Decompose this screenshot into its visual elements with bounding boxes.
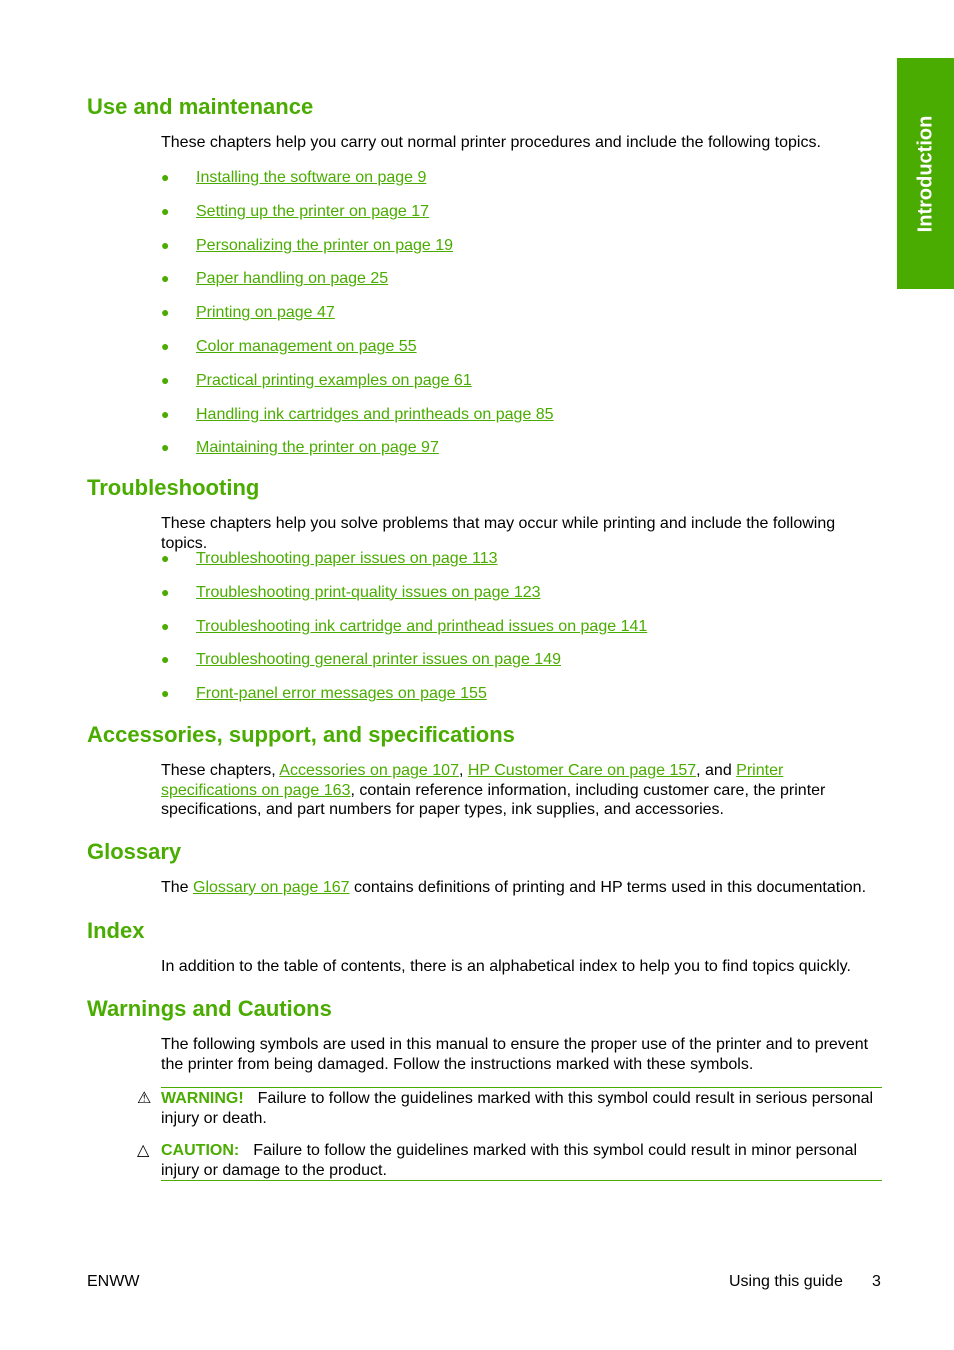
bullet-icon: ● bbox=[161, 371, 170, 388]
heading-accessories: Accessories, support, and specifications bbox=[87, 722, 515, 747]
topic-link[interactable]: Troubleshooting general printer issues on page 149 bbox=[196, 651, 561, 669]
glossary-text-2: contains definitions of printing and HP terms used in this documentation. bbox=[349, 879, 867, 896]
topic-link[interactable]: Troubleshooting print-quality issues on page 123 bbox=[196, 583, 541, 601]
topic-link[interactable]: Paper handling on page 25 bbox=[196, 270, 389, 288]
bullet-icon: ● bbox=[161, 236, 170, 253]
list-item bbox=[161, 268, 554, 302]
footer-page-number: 3 bbox=[872, 1273, 881, 1290]
heading-glossary: Glossary bbox=[87, 839, 182, 864]
list-item bbox=[161, 370, 554, 404]
heading-troubleshooting: Troubleshooting bbox=[87, 475, 260, 500]
warning-top-rule bbox=[161, 1087, 882, 1088]
accessories-text-4: , contain reference information, including customer care, the printer specifications, and part numbers for paper types, ink supplies, and accessories. bbox=[161, 781, 826, 818]
introduction-side-tab bbox=[897, 58, 954, 289]
caution-label: CAUTION: bbox=[161, 1142, 240, 1159]
topic-link[interactable]: Troubleshooting ink cartridge and printhead issues on page 141 bbox=[196, 617, 648, 635]
heading-use-and-maintenance: Use and maintenance bbox=[87, 94, 314, 119]
topic-link[interactable]: Troubleshooting paper issues on page 113 bbox=[196, 550, 498, 567]
list-item bbox=[161, 649, 647, 683]
bullet-icon: ● bbox=[161, 202, 170, 219]
topic-link[interactable]: Personalizing the printer on page 19 bbox=[196, 236, 454, 254]
troubleshooting-topics-list bbox=[161, 548, 647, 717]
glossary-paragraph bbox=[161, 878, 883, 898]
topic-link[interactable]: Maintaining the printer on page 97 bbox=[196, 439, 439, 457]
troubleshooting-intro: These chapters help you solve problems that may occur while printing and include the following topics. bbox=[161, 515, 836, 552]
use-intro: These chapters help you carry out normal printer procedures and include the following topics. bbox=[161, 134, 821, 151]
warning-text: Failure to follow the guidelines marked with this symbol could result in serious personal injury or death. bbox=[161, 1090, 874, 1127]
link-glossary[interactable]: Glossary on page 167 bbox=[193, 879, 350, 896]
accessories-text-3: , and bbox=[696, 762, 737, 779]
topic-link[interactable]: Front-panel error messages on page 155 bbox=[196, 685, 487, 703]
list-item bbox=[161, 235, 554, 269]
glossary-text-1: The bbox=[161, 879, 194, 896]
bullet-icon: ● bbox=[161, 439, 170, 456]
accessories-text-1: These chapters, bbox=[161, 762, 280, 779]
accessories-paragraph bbox=[161, 761, 883, 820]
bullet-icon: ● bbox=[161, 617, 170, 634]
index-paragraph: In addition to the table of contents, there is an alphabetical index to help you to find topics quickly. bbox=[161, 958, 851, 975]
list-item bbox=[161, 336, 554, 370]
warnings-intro: The following symbols are used in this manual to ensure the proper use of the printer and to prevent the printer from being damaged. Follow the instructions marked with these symbols. bbox=[161, 1036, 869, 1073]
bullet-icon: ● bbox=[161, 270, 170, 287]
caution-text: Failure to follow the guidelines marked with this symbol could result in minor personal injury or damage to the product. bbox=[161, 1142, 858, 1179]
warning-label: WARNING! bbox=[161, 1090, 244, 1107]
list-item bbox=[161, 582, 647, 616]
bullet-icon: ● bbox=[161, 304, 170, 321]
link-printer-specifications[interactable]: Printer specifications on page 163 bbox=[161, 762, 784, 799]
caution-bottom-rule bbox=[161, 1180, 882, 1181]
bullet-icon: ● bbox=[161, 169, 170, 185]
warning-triangle-icon: ⚠ bbox=[137, 1090, 152, 1107]
list-item bbox=[161, 201, 554, 235]
heading-warnings-and-cautions: Warnings and Cautions bbox=[87, 996, 332, 1021]
topic-link[interactable]: Setting up the printer on page 17 bbox=[196, 202, 430, 220]
list-item bbox=[161, 404, 554, 438]
list-item bbox=[161, 437, 554, 471]
list-item bbox=[161, 548, 647, 582]
link-hp-customer-care[interactable]: HP Customer Care on page 157 bbox=[467, 762, 697, 779]
caution-triangle-icon: △ bbox=[137, 1142, 150, 1159]
topic-link[interactable]: Handling ink cartridges and printheads on page 85 bbox=[196, 405, 554, 423]
topic-link[interactable]: Printing on page 47 bbox=[196, 304, 335, 322]
accessories-text-2: , bbox=[458, 762, 468, 779]
bullet-icon: ● bbox=[161, 550, 170, 566]
list-item bbox=[161, 683, 647, 717]
topic-link[interactable]: Color management on page 55 bbox=[196, 337, 417, 355]
bullet-icon: ● bbox=[161, 337, 170, 354]
bullet-icon: ● bbox=[161, 405, 170, 422]
bullet-icon: ● bbox=[161, 685, 170, 702]
footer-section-title: Using this guide bbox=[729, 1273, 843, 1290]
list-item bbox=[161, 302, 554, 336]
side-tab-label: Introduction bbox=[914, 115, 936, 232]
footer-enww: ENWW bbox=[87, 1273, 140, 1290]
topic-link[interactable]: Installing the software on page 9 bbox=[196, 169, 427, 186]
topic-link[interactable]: Practical printing examples on page 61 bbox=[196, 371, 472, 389]
list-item bbox=[161, 167, 554, 201]
heading-index: Index bbox=[87, 918, 145, 943]
bullet-icon: ● bbox=[161, 583, 170, 600]
bullet-icon: ● bbox=[161, 651, 170, 668]
list-item bbox=[161, 616, 647, 650]
link-accessories[interactable]: Accessories on page 107 bbox=[279, 762, 459, 779]
use-topics-list bbox=[161, 167, 554, 471]
